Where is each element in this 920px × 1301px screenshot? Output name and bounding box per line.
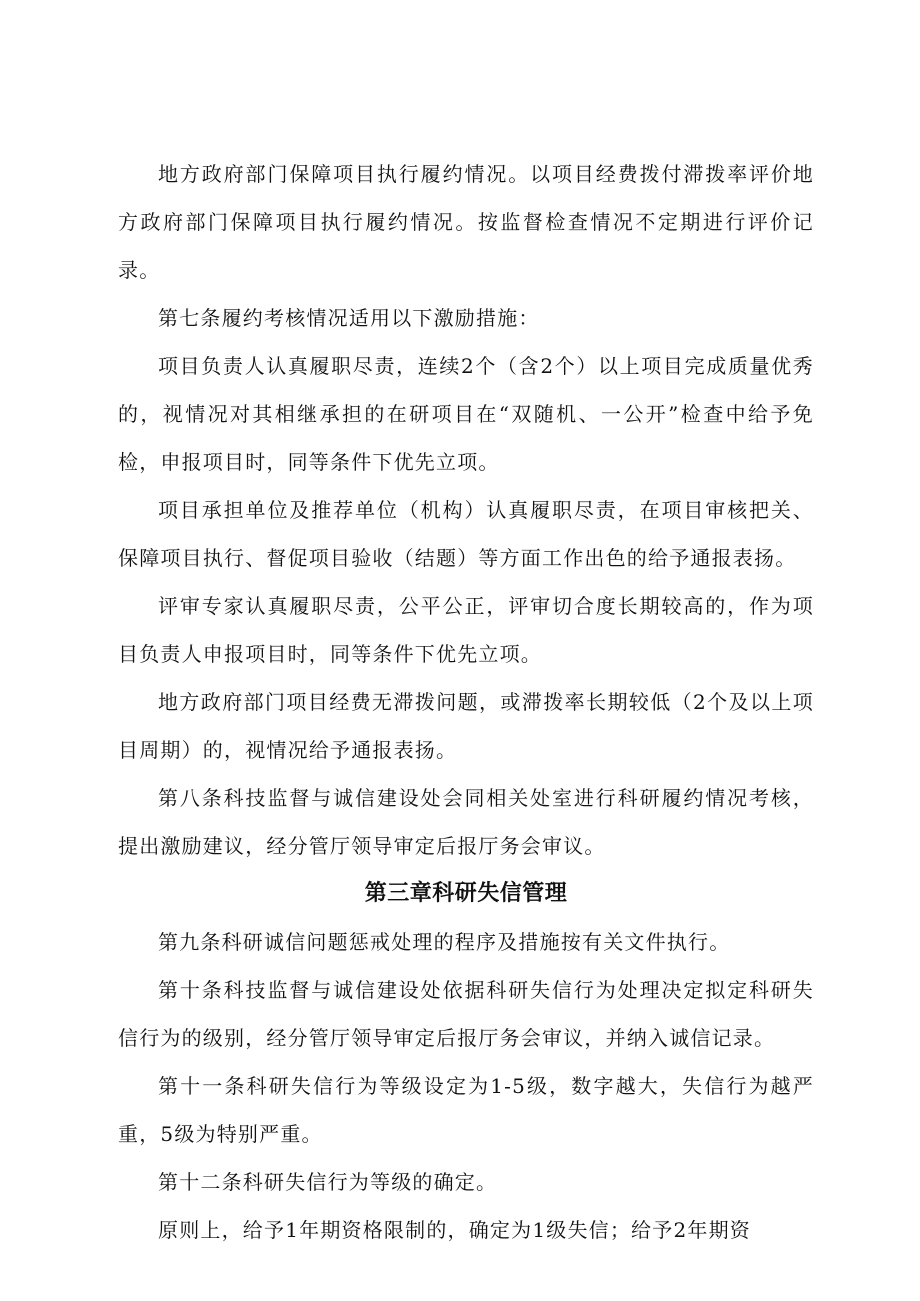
paragraph-article-8: 第八条科技监督与诚信建设处会同相关处室进行科研履约情况考核，提出激励建议，经分管厅领导审定后报厅务会审议。 — [118, 786, 814, 858]
paragraph-article-11: 第十一条科研失信行为等级设定为1-5级，数字越大，失信行为越严重，5级为特别严重。 — [118, 1074, 814, 1146]
paragraph-article-12: 第十二条科研失信行为等级的确定。 — [158, 1170, 498, 1194]
paragraph-principle: 原则上，给予1年期资格限制的，确定为1级失信；给予2年期资 — [158, 1218, 751, 1242]
paragraph-article-7: 第七条履约考核情况适用以下激励措施： — [158, 306, 540, 330]
paragraph-project-leader: 项目负责人认真履职尽责，连续2个（含2个）以上项目完成质量优秀的，视情况对其相继承担的在研项目在“双随机、一公开”检查中给予免检，申报项目时，同等条件下优先立项。 — [118, 354, 814, 474]
paragraph-project-unit: 项目承担单位及推荐单位（机构）认真履职尽责，在项目审核把关、保障项目执行、督促项目验收（结题）等方面工作出色的给予通报表扬。 — [118, 498, 814, 570]
paragraph-article-10: 第十条科技监督与诚信建设处依据科研失信行为处理决定拟定科研失信行为的级别，经分管厅领导审定后报厅务会审议，并纳入诚信记录。 — [118, 978, 814, 1050]
paragraph-govt-guarantee: 地方政府部门保障项目执行履约情况。以项目经费拨付滞拨率评价地方政府部门保障项目执行履约情况。按监督检查情况不定期进行评价记录。 — [118, 162, 814, 282]
paragraph-article-9: 第九条科研诚信问题惩戒处理的程序及措施按有关文件执行。 — [158, 930, 731, 954]
document-body — [118, 150, 814, 1254]
paragraph-local-govt: 地方政府部门项目经费无滞拨问题，或滞拨率长期较低（2个及以上项目周期）的，视情况给予通报表扬。 — [118, 690, 814, 762]
chapter-heading: 第三章科研失信管理 — [364, 881, 568, 906]
paragraph-review-experts: 评审专家认真履职尽责，公平公正，评审切合度长期较高的，作为项目负责人申报项目时，同等条件下优先立项。 — [118, 594, 814, 666]
